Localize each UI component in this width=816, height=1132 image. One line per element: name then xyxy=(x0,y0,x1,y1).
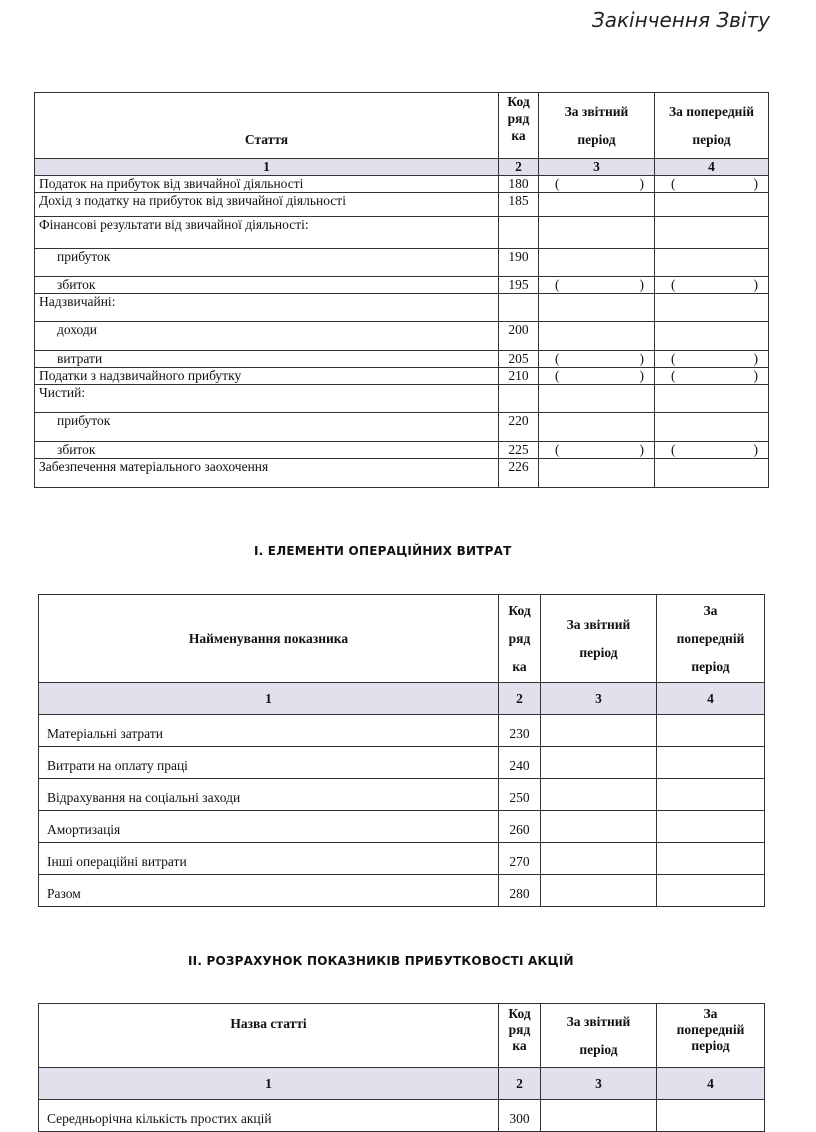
col-number: 1 xyxy=(35,159,499,176)
value-cell-previous[interactable] xyxy=(657,747,765,779)
page-header: Закінчення Звіту xyxy=(591,8,770,32)
value-cell-current[interactable] xyxy=(539,249,655,277)
row-code: 280 xyxy=(499,875,541,907)
value-cell-previous[interactable] xyxy=(657,1100,765,1132)
header-article-name: Назва статті xyxy=(39,1004,499,1068)
value-cell-current[interactable] xyxy=(541,715,657,747)
col-number: 4 xyxy=(657,683,765,715)
value-cell-current[interactable] xyxy=(539,294,655,322)
row-code: 210 xyxy=(499,368,539,385)
row-label: витрати xyxy=(35,351,499,368)
value-cell-current[interactable] xyxy=(539,322,655,351)
value-cell-previous[interactable] xyxy=(655,193,769,217)
row-label: прибуток xyxy=(35,249,499,277)
close-paren: ) xyxy=(753,277,758,292)
close-paren: ) xyxy=(753,351,758,366)
row-code: 270 xyxy=(499,843,541,875)
table-header-row xyxy=(39,595,765,683)
value-cell-current[interactable] xyxy=(539,413,655,442)
table-row xyxy=(39,843,765,875)
column-number-row xyxy=(39,683,765,715)
close-paren: ) xyxy=(639,277,644,292)
value-cell-current[interactable] xyxy=(539,217,655,249)
open-paren: ( xyxy=(555,176,560,191)
table-header-row xyxy=(35,93,769,159)
table-row xyxy=(35,193,769,217)
column-number-row xyxy=(39,1068,765,1100)
table-row xyxy=(39,811,765,843)
row-label: Дохід з податку на прибуток від звичайної діяльності xyxy=(35,193,499,217)
row-code: 185 xyxy=(499,193,539,217)
row-label: Матеріальні затрати xyxy=(39,715,499,747)
section-title-operating-costs: I. ЕЛЕМЕНТИ ОПЕРАЦІЙНИХ ВИТРАТ xyxy=(254,544,512,558)
col-number: 3 xyxy=(541,1068,657,1100)
header-previous-period: За попередній період xyxy=(657,595,765,683)
col-number: 2 xyxy=(499,683,541,715)
table-row xyxy=(39,747,765,779)
table-row xyxy=(35,217,769,249)
value-cell-current[interactable] xyxy=(541,843,657,875)
close-paren: ) xyxy=(753,368,758,383)
open-paren: ( xyxy=(671,277,676,292)
row-code: 240 xyxy=(499,747,541,779)
value-cell-current[interactable] xyxy=(539,368,655,385)
header-current-period: За звітний період xyxy=(541,1004,657,1068)
financial-results-table xyxy=(34,92,769,488)
close-paren: ) xyxy=(639,368,644,383)
table-row xyxy=(35,385,769,413)
row-label: Податки з надзвичайного прибутку xyxy=(35,368,499,385)
value-cell-previous[interactable] xyxy=(657,811,765,843)
row-code xyxy=(499,217,539,249)
row-label: Чистий: xyxy=(35,385,499,413)
value-cell-current[interactable] xyxy=(541,779,657,811)
header-previous-period: За попередній період xyxy=(655,93,769,159)
row-code: 205 xyxy=(499,351,539,368)
value-cell-previous[interactable] xyxy=(655,322,769,351)
col-number: 3 xyxy=(541,683,657,715)
table-row xyxy=(35,249,769,277)
row-label: прибуток xyxy=(35,413,499,442)
value-cell-previous[interactable] xyxy=(657,715,765,747)
value-cell-previous[interactable] xyxy=(657,843,765,875)
value-cell-current[interactable] xyxy=(539,193,655,217)
open-paren: ( xyxy=(555,442,560,457)
row-label: збиток xyxy=(35,277,499,294)
value-cell-current[interactable] xyxy=(539,459,655,488)
row-label: збиток xyxy=(35,442,499,459)
row-code: 200 xyxy=(499,322,539,351)
row-code: 195 xyxy=(499,277,539,294)
table-row xyxy=(35,351,769,368)
close-paren: ) xyxy=(639,442,644,457)
value-cell-previous[interactable] xyxy=(657,875,765,907)
header-code: Код ряд ка xyxy=(499,1004,541,1068)
header-article: Стаття xyxy=(35,93,499,159)
close-paren: ) xyxy=(639,351,644,366)
value-cell-current[interactable] xyxy=(541,875,657,907)
value-cell-previous[interactable] xyxy=(655,277,769,294)
row-code: 250 xyxy=(499,779,541,811)
table-row xyxy=(35,413,769,442)
table-row xyxy=(39,875,765,907)
open-paren: ( xyxy=(555,351,560,366)
table-row xyxy=(39,715,765,747)
table-row xyxy=(35,459,769,488)
open-paren: ( xyxy=(671,176,676,191)
table-row xyxy=(35,368,769,385)
row-label: Податок на прибуток від звичайної діяльності xyxy=(35,176,499,193)
value-cell-previous[interactable] xyxy=(655,351,769,368)
value-cell-previous[interactable] xyxy=(655,459,769,488)
value-cell-previous[interactable] xyxy=(655,368,769,385)
operating-costs-table xyxy=(38,594,765,907)
share-profitability-table xyxy=(38,1003,765,1132)
value-cell-current[interactable] xyxy=(541,1100,657,1132)
row-code: 225 xyxy=(499,442,539,459)
table-header-row xyxy=(39,1004,765,1068)
header-code: Код ряд ка xyxy=(499,595,541,683)
section-title-share-profitability: II. РОЗРАХУНОК ПОКАЗНИКІВ ПРИБУТКОВОСТІ АКЦІЙ xyxy=(188,954,574,968)
header-code: Код ряд ка xyxy=(499,93,539,159)
row-code: 180 xyxy=(499,176,539,193)
close-paren: ) xyxy=(639,176,644,191)
row-label: Разом xyxy=(39,875,499,907)
value-cell-previous[interactable] xyxy=(655,176,769,193)
value-cell-previous[interactable] xyxy=(655,413,769,442)
row-label: Витрати на оплату праці xyxy=(39,747,499,779)
col-number: 1 xyxy=(39,683,499,715)
table-row xyxy=(35,176,769,193)
column-number-row xyxy=(35,159,769,176)
col-number: 2 xyxy=(499,159,539,176)
row-label: Надзвичайні: xyxy=(35,294,499,322)
row-label: Забезпечення матеріального заохочення xyxy=(35,459,499,488)
value-cell-current[interactable] xyxy=(539,277,655,294)
row-label: Амортизація xyxy=(39,811,499,843)
value-cell-previous[interactable] xyxy=(655,385,769,413)
value-cell-previous[interactable] xyxy=(655,294,769,322)
value-cell-current[interactable] xyxy=(539,176,655,193)
open-paren: ( xyxy=(671,442,676,457)
header-current-period: За звітний період xyxy=(539,93,655,159)
table-row xyxy=(35,277,769,294)
row-label: доходи xyxy=(35,322,499,351)
row-code xyxy=(499,294,539,322)
col-number: 4 xyxy=(655,159,769,176)
close-paren: ) xyxy=(753,442,758,457)
value-cell-previous[interactable] xyxy=(655,442,769,459)
row-code: 230 xyxy=(499,715,541,747)
value-cell-previous[interactable] xyxy=(655,217,769,249)
value-cell-current[interactable] xyxy=(539,351,655,368)
value-cell-previous[interactable] xyxy=(657,779,765,811)
open-paren: ( xyxy=(671,351,676,366)
row-code: 300 xyxy=(499,1100,541,1132)
open-paren: ( xyxy=(671,368,676,383)
value-cell-current[interactable] xyxy=(539,385,655,413)
table-row xyxy=(39,779,765,811)
table-row xyxy=(35,442,769,459)
table-row xyxy=(35,322,769,351)
header-current-period: За звітний період xyxy=(541,595,657,683)
col-number: 1 xyxy=(39,1068,499,1100)
row-code: 226 xyxy=(499,459,539,488)
row-code xyxy=(499,385,539,413)
col-number: 2 xyxy=(499,1068,541,1100)
row-label: Середньорічна кількість простих акцій xyxy=(39,1100,499,1132)
value-cell-current[interactable] xyxy=(541,747,657,779)
row-label: Інші операційні витрати xyxy=(39,843,499,875)
value-cell-previous[interactable] xyxy=(655,249,769,277)
table-row xyxy=(35,294,769,322)
close-paren: ) xyxy=(753,176,758,191)
header-previous-period: За попередній період xyxy=(657,1004,765,1068)
value-cell-current[interactable] xyxy=(539,442,655,459)
col-number: 3 xyxy=(539,159,655,176)
row-label: Відрахування на соціальні заходи xyxy=(39,779,499,811)
col-number: 4 xyxy=(657,1068,765,1100)
row-code: 260 xyxy=(499,811,541,843)
open-paren: ( xyxy=(555,368,560,383)
row-code: 190 xyxy=(499,249,539,277)
row-label: Фінансові результати від звичайної діяльності: xyxy=(35,217,499,249)
header-indicator-name: Найменування показника xyxy=(39,595,499,683)
row-code: 220 xyxy=(499,413,539,442)
table-row xyxy=(39,1100,765,1132)
open-paren: ( xyxy=(555,277,560,292)
value-cell-current[interactable] xyxy=(541,811,657,843)
